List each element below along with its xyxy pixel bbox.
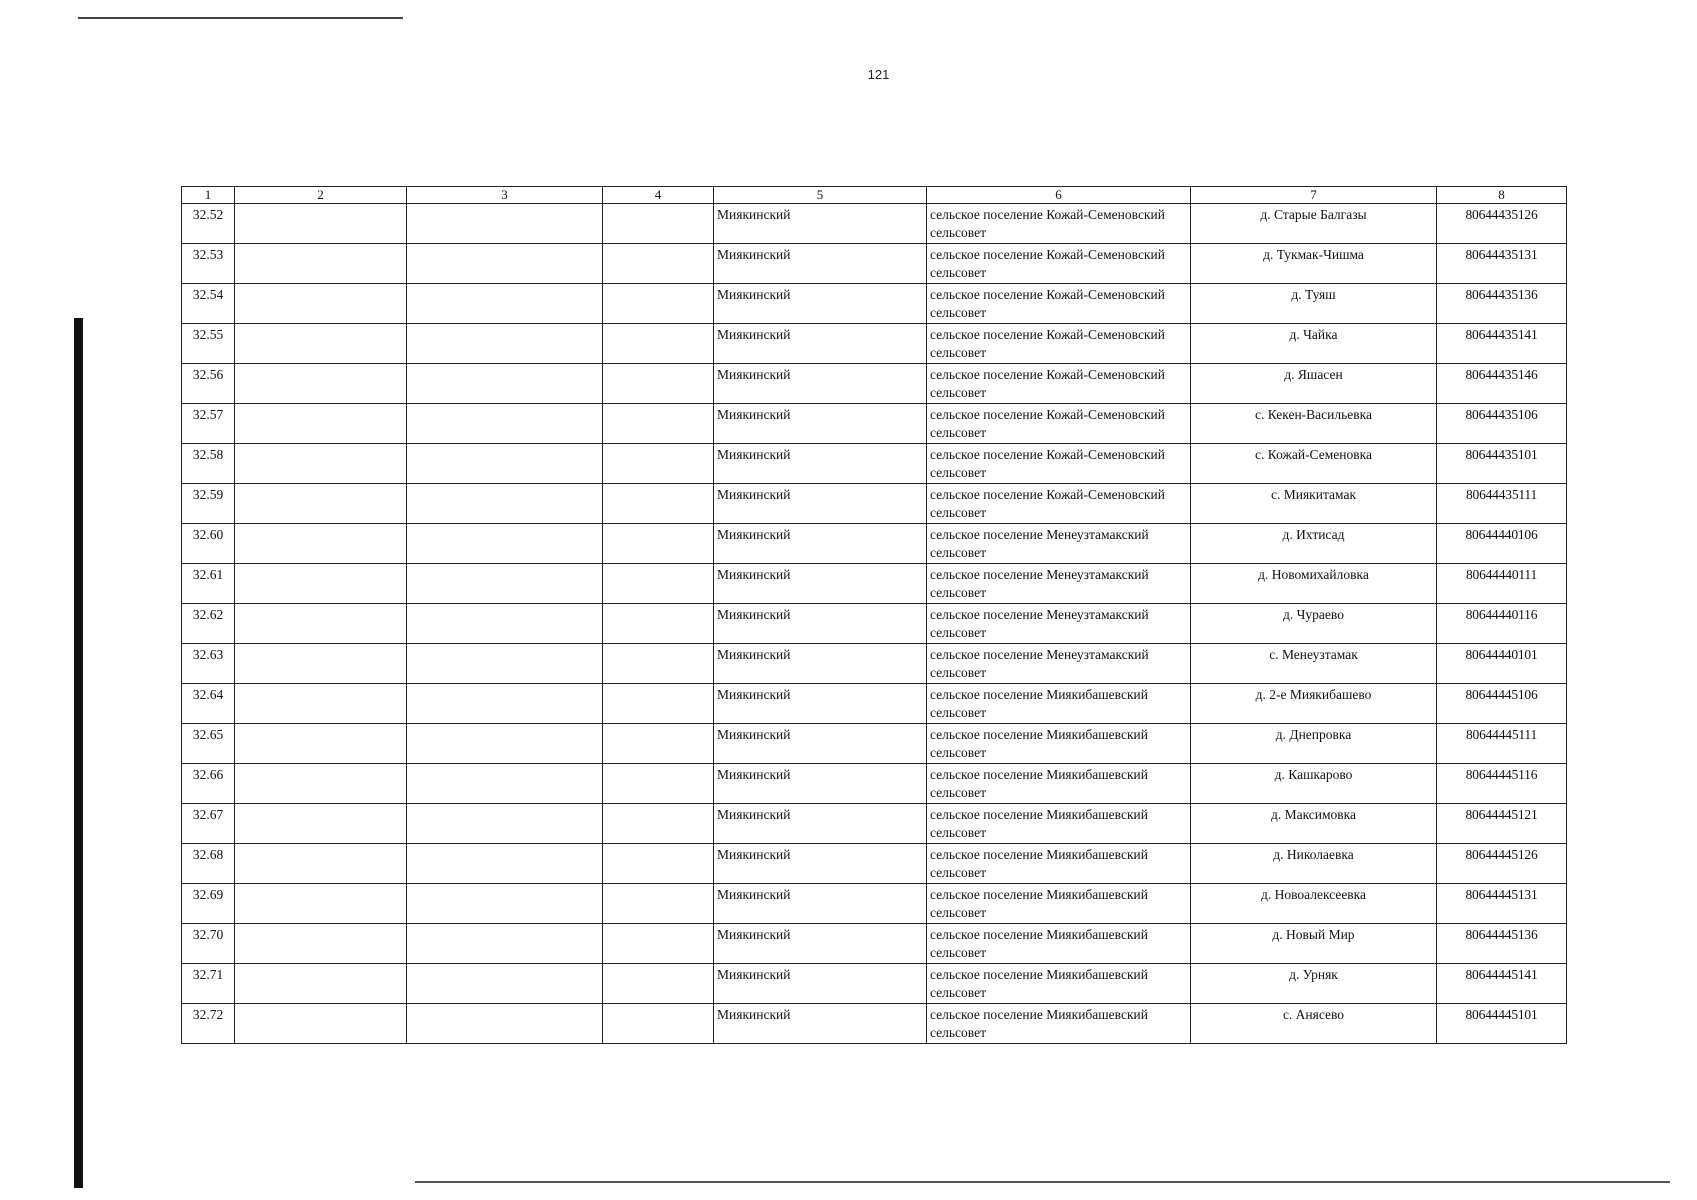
cell-settlement: сельское поселение Менеузтамакский сельсовет [927, 524, 1191, 564]
cell-col-2 [235, 324, 407, 364]
cell-row-number: 32.69 [182, 884, 235, 924]
column-header: 1 [182, 187, 235, 204]
cell-settlement: сельское поселение Миякибашевский сельсовет [927, 764, 1191, 804]
cell-locality: д. Максимовка [1191, 804, 1437, 844]
cell-locality: д. Новоалексеевка [1191, 884, 1437, 924]
cell-col-4 [603, 684, 714, 724]
cell-col-2 [235, 244, 407, 284]
table-row [182, 364, 1567, 404]
cell-col-3 [407, 524, 603, 564]
cell-locality: д. Ихтисад [1191, 524, 1437, 564]
cell-col-3 [407, 324, 603, 364]
cell-locality: д. Днепровка [1191, 724, 1437, 764]
cell-col-2 [235, 1004, 407, 1044]
cell-district: Миякинский [714, 284, 927, 324]
cell-locality: д. Кашкарово [1191, 764, 1437, 804]
cell-district: Миякинский [714, 484, 927, 524]
cell-col-4 [603, 364, 714, 404]
cell-oktmo-code: 80644440106 [1437, 524, 1567, 564]
cell-col-3 [407, 284, 603, 324]
cell-col-2 [235, 844, 407, 884]
cell-row-number: 32.70 [182, 924, 235, 964]
column-header: 7 [1191, 187, 1437, 204]
cell-settlement: сельское поселение Кожай-Семеновский сельсовет [927, 284, 1191, 324]
cell-row-number: 32.57 [182, 404, 235, 444]
cell-settlement: сельское поселение Миякибашевский сельсовет [927, 804, 1191, 844]
cell-col-3 [407, 684, 603, 724]
cell-col-2 [235, 724, 407, 764]
cell-col-2 [235, 764, 407, 804]
cell-district: Миякинский [714, 244, 927, 284]
cell-col-3 [407, 1004, 603, 1044]
column-header: 4 [603, 187, 714, 204]
cell-locality: д. Старые Балгазы [1191, 204, 1437, 244]
cell-settlement: сельское поселение Менеузтамакский сельсовет [927, 564, 1191, 604]
cell-oktmo-code: 80644445101 [1437, 1004, 1567, 1044]
cell-col-3 [407, 484, 603, 524]
cell-col-3 [407, 844, 603, 884]
cell-oktmo-code: 80644440116 [1437, 604, 1567, 644]
cell-col-3 [407, 564, 603, 604]
cell-row-number: 32.65 [182, 724, 235, 764]
cell-district: Миякинский [714, 364, 927, 404]
cell-settlement: сельское поселение Миякибашевский сельсовет [927, 1004, 1191, 1044]
cell-col-2 [235, 404, 407, 444]
cell-col-4 [603, 524, 714, 564]
cell-locality: д. Николаевка [1191, 844, 1437, 884]
cell-col-4 [603, 884, 714, 924]
settlement-registry-table [181, 186, 1567, 1044]
cell-col-2 [235, 804, 407, 844]
cell-locality: д. Урняк [1191, 964, 1437, 1004]
cell-row-number: 32.56 [182, 364, 235, 404]
cell-district: Миякинский [714, 204, 927, 244]
column-header: 5 [714, 187, 927, 204]
cell-district: Миякинский [714, 564, 927, 604]
cell-col-3 [407, 364, 603, 404]
cell-settlement: сельское поселение Миякибашевский сельсовет [927, 844, 1191, 884]
cell-locality: д. Новомихайловка [1191, 564, 1437, 604]
column-header: 2 [235, 187, 407, 204]
table-row [182, 764, 1567, 804]
scan-edge-bar-left [74, 318, 83, 1188]
cell-col-2 [235, 484, 407, 524]
cell-oktmo-code: 80644445136 [1437, 924, 1567, 964]
cell-district: Миякинский [714, 1004, 927, 1044]
cell-col-2 [235, 924, 407, 964]
cell-district: Миякинский [714, 804, 927, 844]
table-row [182, 324, 1567, 364]
cell-row-number: 32.61 [182, 564, 235, 604]
cell-settlement: сельское поселение Кожай-Семеновский сельсовет [927, 324, 1191, 364]
cell-settlement: сельское поселение Миякибашевский сельсовет [927, 964, 1191, 1004]
cell-row-number: 32.52 [182, 204, 235, 244]
table-row [182, 564, 1567, 604]
table-row [182, 284, 1567, 324]
cell-locality: с. Анясево [1191, 1004, 1437, 1044]
cell-col-4 [603, 804, 714, 844]
table-row [182, 404, 1567, 444]
cell-district: Миякинский [714, 724, 927, 764]
cell-col-3 [407, 724, 603, 764]
cell-col-2 [235, 284, 407, 324]
cell-settlement: сельское поселение Менеузтамакский сельсовет [927, 604, 1191, 644]
cell-district: Миякинский [714, 324, 927, 364]
cell-oktmo-code: 80644435136 [1437, 284, 1567, 324]
cell-oktmo-code: 80644435141 [1437, 324, 1567, 364]
cell-col-2 [235, 964, 407, 1004]
cell-oktmo-code: 80644435101 [1437, 444, 1567, 484]
table-row [182, 244, 1567, 284]
table-row [182, 644, 1567, 684]
cell-oktmo-code: 80644445126 [1437, 844, 1567, 884]
cell-oktmo-code: 80644440101 [1437, 644, 1567, 684]
table-row [182, 804, 1567, 844]
cell-district: Миякинский [714, 964, 927, 1004]
cell-row-number: 32.68 [182, 844, 235, 884]
cell-col-4 [603, 244, 714, 284]
cell-col-2 [235, 644, 407, 684]
cell-locality: д. Чайка [1191, 324, 1437, 364]
cell-settlement: сельское поселение Миякибашевский сельсовет [927, 924, 1191, 964]
cell-col-3 [407, 964, 603, 1004]
cell-locality: с. Менеузтамак [1191, 644, 1437, 684]
cell-district: Миякинский [714, 684, 927, 724]
cell-settlement: сельское поселение Кожай-Семеновский сельсовет [927, 244, 1191, 284]
cell-settlement: сельское поселение Миякибашевский сельсовет [927, 884, 1191, 924]
cell-row-number: 32.67 [182, 804, 235, 844]
table-row [182, 604, 1567, 644]
cell-district: Миякинский [714, 924, 927, 964]
cell-oktmo-code: 80644445131 [1437, 884, 1567, 924]
cell-oktmo-code: 80644435111 [1437, 484, 1567, 524]
column-header: 6 [927, 187, 1191, 204]
cell-col-3 [407, 604, 603, 644]
cell-col-4 [603, 964, 714, 1004]
cell-col-4 [603, 444, 714, 484]
cell-col-3 [407, 804, 603, 844]
cell-col-2 [235, 364, 407, 404]
table-row [182, 924, 1567, 964]
cell-col-4 [603, 764, 714, 804]
cell-row-number: 32.60 [182, 524, 235, 564]
cell-locality: д. 2-е Миякибашево [1191, 684, 1437, 724]
cell-district: Миякинский [714, 444, 927, 484]
cell-district: Миякинский [714, 404, 927, 444]
cell-row-number: 32.53 [182, 244, 235, 284]
cell-col-4 [603, 324, 714, 364]
page-number: 121 [867, 67, 890, 82]
cell-locality: д. Тукмак-Чишма [1191, 244, 1437, 284]
cell-settlement: сельское поселение Кожай-Семеновский сельсовет [927, 404, 1191, 444]
cell-col-4 [603, 724, 714, 764]
table-row [182, 204, 1567, 244]
cell-row-number: 32.72 [182, 1004, 235, 1044]
cell-district: Миякинский [714, 644, 927, 684]
cell-row-number: 32.64 [182, 684, 235, 724]
cell-settlement: сельское поселение Миякибашевский сельсовет [927, 684, 1191, 724]
cell-district: Миякинский [714, 884, 927, 924]
cell-row-number: 32.54 [182, 284, 235, 324]
cell-oktmo-code: 80644435126 [1437, 204, 1567, 244]
cell-col-3 [407, 444, 603, 484]
cell-row-number: 32.71 [182, 964, 235, 1004]
cell-oktmo-code: 80644445106 [1437, 684, 1567, 724]
table-row [182, 724, 1567, 764]
cell-oktmo-code: 80644445111 [1437, 724, 1567, 764]
cell-row-number: 32.59 [182, 484, 235, 524]
cell-district: Миякинский [714, 524, 927, 564]
column-header: 8 [1437, 187, 1567, 204]
table-row [182, 524, 1567, 564]
cell-col-2 [235, 564, 407, 604]
cell-row-number: 32.62 [182, 604, 235, 644]
cell-row-number: 32.55 [182, 324, 235, 364]
cell-settlement: сельское поселение Кожай-Семеновский сельсовет [927, 204, 1191, 244]
table-row [182, 444, 1567, 484]
cell-col-4 [603, 644, 714, 684]
cell-col-2 [235, 204, 407, 244]
scan-edge-line-bottom [415, 1181, 1670, 1183]
cell-row-number: 32.58 [182, 444, 235, 484]
cell-oktmo-code: 80644445121 [1437, 804, 1567, 844]
cell-col-4 [603, 284, 714, 324]
cell-col-4 [603, 404, 714, 444]
cell-oktmo-code: 80644445116 [1437, 764, 1567, 804]
cell-row-number: 32.63 [182, 644, 235, 684]
table-row [182, 1004, 1567, 1044]
cell-col-4 [603, 204, 714, 244]
cell-col-2 [235, 524, 407, 564]
cell-oktmo-code: 80644435131 [1437, 244, 1567, 284]
cell-settlement: сельское поселение Миякибашевский сельсовет [927, 724, 1191, 764]
cell-district: Миякинский [714, 764, 927, 804]
cell-settlement: сельское поселение Кожай-Семеновский сельсовет [927, 484, 1191, 524]
scan-edge-line-top [78, 17, 403, 19]
cell-locality: с. Кожай-Семеновка [1191, 444, 1437, 484]
cell-col-4 [603, 844, 714, 884]
cell-col-4 [603, 924, 714, 964]
column-header: 3 [407, 187, 603, 204]
table-row [182, 484, 1567, 524]
cell-row-number: 32.66 [182, 764, 235, 804]
cell-district: Миякинский [714, 844, 927, 884]
cell-oktmo-code: 80644435106 [1437, 404, 1567, 444]
cell-col-2 [235, 884, 407, 924]
cell-col-4 [603, 564, 714, 604]
cell-col-3 [407, 404, 603, 444]
cell-oktmo-code: 80644440111 [1437, 564, 1567, 604]
cell-col-2 [235, 444, 407, 484]
cell-locality: д. Яшасен [1191, 364, 1437, 404]
table-row [182, 884, 1567, 924]
cell-col-2 [235, 604, 407, 644]
cell-col-3 [407, 924, 603, 964]
cell-col-3 [407, 204, 603, 244]
table-body [182, 204, 1567, 1044]
table-row [182, 844, 1567, 884]
cell-locality: с. Кекен-Васильевка [1191, 404, 1437, 444]
cell-col-4 [603, 1004, 714, 1044]
cell-locality: д. Туяш [1191, 284, 1437, 324]
header-row [182, 187, 1567, 204]
table-row [182, 684, 1567, 724]
cell-locality: д. Новый Мир [1191, 924, 1437, 964]
cell-locality: с. Миякитамак [1191, 484, 1437, 524]
cell-col-3 [407, 244, 603, 284]
cell-col-2 [235, 684, 407, 724]
cell-col-3 [407, 764, 603, 804]
cell-oktmo-code: 80644445141 [1437, 964, 1567, 1004]
cell-col-4 [603, 604, 714, 644]
cell-col-3 [407, 644, 603, 684]
cell-settlement: сельское поселение Менеузтамакский сельсовет [927, 644, 1191, 684]
cell-col-3 [407, 884, 603, 924]
cell-settlement: сельское поселение Кожай-Семеновский сельсовет [927, 364, 1191, 404]
cell-settlement: сельское поселение Кожай-Семеновский сельсовет [927, 444, 1191, 484]
cell-oktmo-code: 80644435146 [1437, 364, 1567, 404]
cell-col-4 [603, 484, 714, 524]
cell-locality: д. Чураево [1191, 604, 1437, 644]
table-row [182, 964, 1567, 1004]
cell-district: Миякинский [714, 604, 927, 644]
